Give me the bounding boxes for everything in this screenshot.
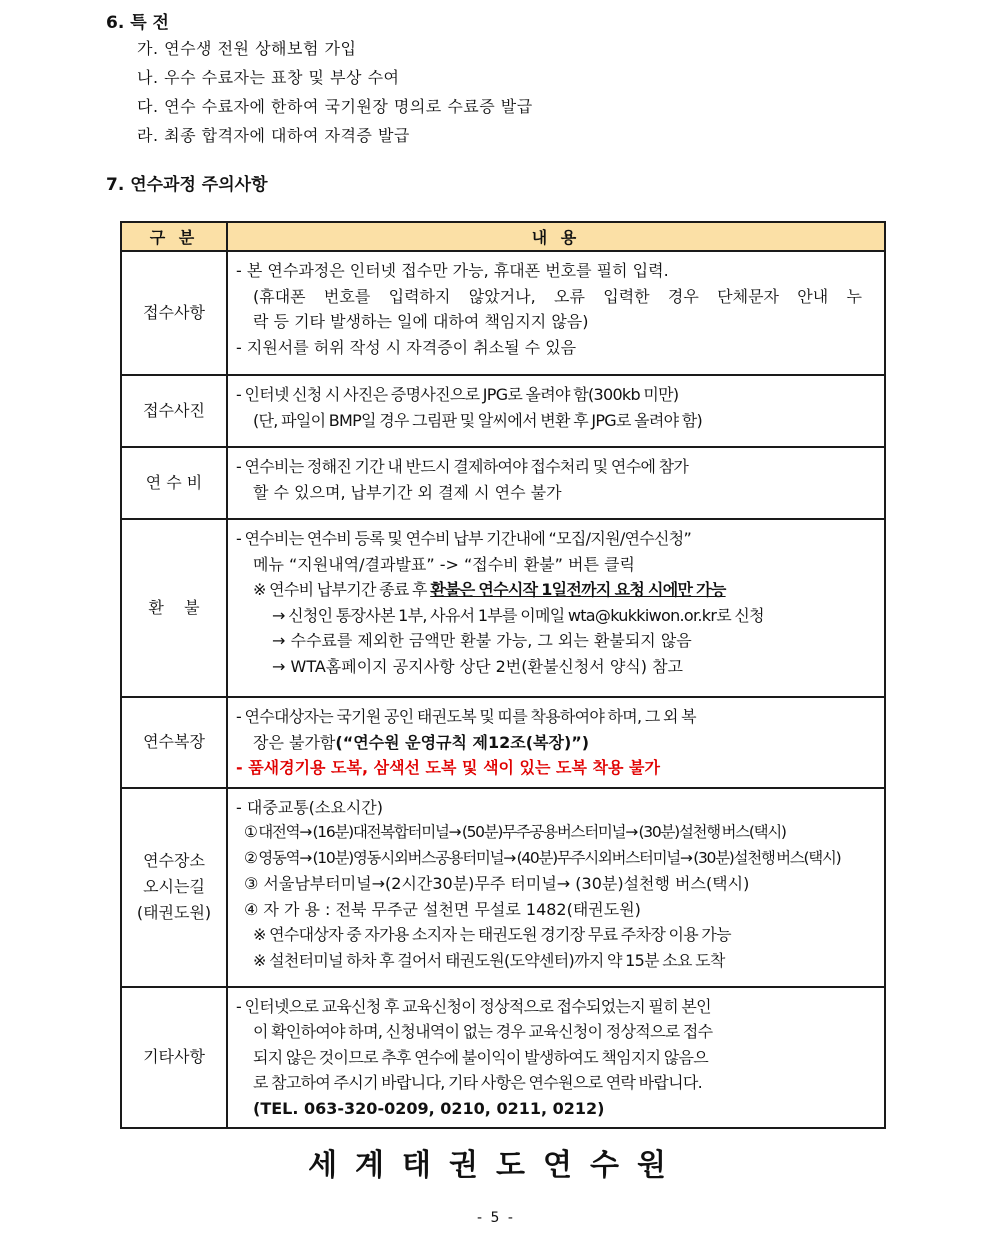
row-category-line: 오시는길 (143, 877, 205, 896)
benefit-item-b: 나. 우수 수료자는 표창 및 부상 수여 (137, 68, 400, 87)
table-row (121, 251, 885, 375)
table-row (121, 447, 885, 519)
content-line: - 연수비는 정해진 기간 내 반드시 결제하여야 접수처리 및 연수에 참가 (236, 457, 689, 476)
table-header-row (121, 222, 885, 251)
header-content: 내 용 (227, 222, 885, 251)
refund-notice-text: ※ 연수비 납부기간 종료 후 (253, 580, 431, 599)
row-content (227, 251, 885, 375)
row-category: 접수사항 (121, 251, 227, 375)
row-category-line: (태권도원) (136, 903, 212, 922)
content-line: - 본 연수과정은 인터넷 접수만 가능, 휴대폰 번호를 필히 입력. (236, 261, 669, 280)
content-line (236, 730, 862, 756)
content-line: ※ 설천터미널 하차 후 걸어서 태권도원(도약센터)까지 약 15분 소요 도착 (253, 950, 725, 970)
content-line: 이 확인하여야 하며, 신청내역이 없는 경우 교육신청이 정상적으로 접수 (253, 1022, 713, 1041)
row-category: 연수복장 (121, 697, 227, 788)
header-category: 구 분 (121, 222, 227, 251)
content-line: - 연수비는 연수비 등록 및 연수비 납부 기간내에 “모집/지원/연수신청” (236, 529, 692, 548)
row-content (227, 788, 885, 987)
uniform-rule-reference: (“연수원 운영규칙 제12조(복장)”) (335, 732, 590, 752)
benefit-item-d: 라. 최종 합격자에 대하여 자격증 발급 (137, 126, 410, 145)
section-6-title: 6. 특 전 (106, 13, 169, 33)
row-content (227, 987, 885, 1129)
row-content (227, 375, 885, 447)
content-line: 메뉴 “지원내역/결과발표” -> “접수비 환불” 버튼 클릭 (253, 554, 635, 574)
content-line: 되지 않은 것이므로 추후 연수에 불이익이 발생하여도 책임지지 않음으 (253, 1047, 709, 1067)
contact-phone: (TEL. 063-320-0209, 0210, 0211, 0212) (253, 1098, 605, 1118)
organization-name: 세계태권도연수원 (308, 1148, 684, 1183)
page-number: - 5 - (477, 1210, 515, 1226)
row-category: 기타사항 (121, 987, 227, 1129)
row-category: 환 불 (121, 519, 227, 697)
row-category (121, 788, 227, 987)
row-category: 연 수 비 (121, 447, 227, 519)
content-line: → WTA홈페이지 공지사항 상단 2번(환불신청서 양식) 참고 (272, 656, 684, 676)
table-row (121, 375, 885, 447)
row-category: 접수사진 (121, 375, 227, 447)
content-line: ※ 연수대상자 중 자가용 소지자 는 태권도원 경기장 무료 주차장 이용 가능 (253, 925, 731, 944)
content-line: → 수수료를 제외한 금액만 환불 가능, 그 외는 환불되지 않음 (272, 631, 692, 650)
route-line: ④ 자 가 용 : 전북 무주군 설천면 무설로 1482(태권도원) (244, 899, 641, 919)
row-content (227, 519, 885, 697)
content-line: 락 등 기타 발생하는 일에 대하여 책임지지 않음) (253, 312, 589, 331)
route-line: ② 영동역→ (10분)영동시외버스공용터미널→ (40분)무주시외버스터미널→ (30분)설천행 버스(택시) (244, 848, 841, 867)
benefit-item-a: 가. 연수생 전원 상해보험 가입 (137, 39, 357, 58)
table-row (121, 697, 885, 788)
content-line: 할 수 있으며, 납부기간 외 결제 시 연수 불가 (253, 482, 562, 502)
benefit-item-c: 다. 연수 수료자에 한하여 국기원장 명의로 수료증 발급 (137, 97, 533, 116)
route-line: ③ 서울남부터미널→(2시간30분)무주 터미널→ (30분)설천행 버스(택시) (244, 874, 750, 893)
content-line: - 연수대상자는 국기원 공인 태권도복 및 띠를 착용하여야 하며, 그 외 복 (236, 707, 696, 726)
refund-deadline-emphasis: 환불은 연수시작 1일전까지 요청 시에만 가능 (430, 580, 726, 599)
content-line: - 인터넷 신청 시 사진은 증명사진으로 JPG로 올려야 함(300kb 미만) (236, 385, 679, 404)
table-row (121, 987, 885, 1129)
notice-table (120, 221, 886, 1129)
row-content (227, 447, 885, 519)
content-line: 로 참고하여 주시기 바랍니다, 기타 사항은 연수원으로 연락 바랍니다. (253, 1073, 703, 1092)
row-category-line: 연수장소 (143, 851, 205, 870)
row-content (227, 697, 885, 788)
uniform-prohibition-warning: - 품새경기용 도복, 삼색선 도복 및 색이 있는 도복 착용 불가 (236, 758, 660, 777)
table-row (121, 519, 885, 697)
content-line (236, 577, 862, 603)
content-line: - 인터넷으로 교육신청 후 교육신청이 정상적으로 접수되었는지 필히 본인 (236, 996, 711, 1016)
content-line: (단, 파일이 BMP일 경우 그림판 및 알씨에서 변환 후 JPG로 올려야 함) (253, 410, 703, 430)
content-line: (휴대폰 번호를 입력하지 않았거나, 오류 입력한 경우 단체문자 안내 누 (253, 286, 862, 306)
table-row (121, 788, 885, 987)
content-line: - 지원서를 허위 작성 시 자격증이 취소될 수 있음 (236, 337, 577, 357)
content-line: - 대중교통(소요시간) (236, 797, 383, 817)
section-7-title: 7. 연수과정 주의사항 (106, 175, 268, 195)
route-line: ① 대전역→ (16분)대전복합터미널→ (50분)무주공용버스터미널→ (30분)설천행 버스(택시) (244, 823, 786, 841)
uniform-note-text: 장은 불가함 (253, 732, 336, 752)
content-line: → 신청인 통장사본 1부, 사유서 1부를 이메일 wta@kukkiwon.or.kr로 신청 (272, 605, 764, 625)
